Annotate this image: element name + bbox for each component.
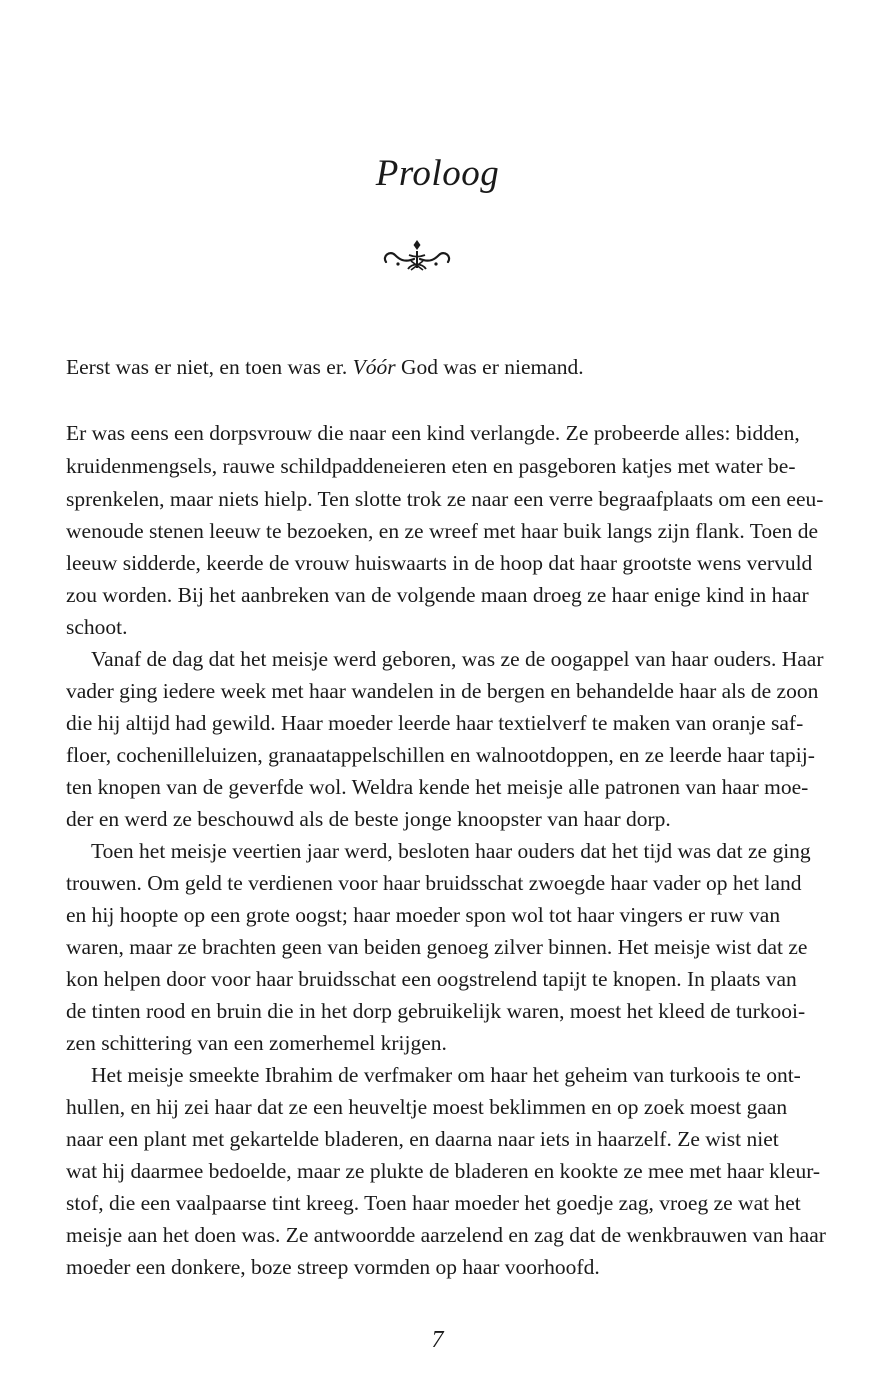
paragraph-line: Toen het meisje veertien jaar werd, besloten haar ouders dat het tijd was dat ze ging (91, 839, 811, 863)
paragraph-line: naar een plant met gekartelde bladeren, en daarna naar iets in haarzelf. Ze wist niet (66, 1127, 779, 1151)
paragraph-line: moeder een donkere, boze streep vormden op haar voorhoofd. (66, 1255, 600, 1279)
paragraph-line: Het meisje smeekte Ibrahim de verfmaker om haar het geheim van turkoois te ont- (91, 1063, 801, 1087)
paragraph-line: meisje aan het doen was. Ze antwoordde aarzelend en zag dat de wenkbrauwen van haar (66, 1223, 826, 1247)
paragraph-line: wenoude stenen leeuw te bezoeken, en ze wreef met haar buik langs zijn flank. Toen de (66, 519, 819, 543)
paragraph-line: stof, die een vaalpaarse tint kreeg. Toen haar moeder het goedje zag, vroeg ze wat het (66, 1191, 801, 1215)
paragraph-line: wat hij daarmee bedoelde, maar ze plukte de bladeren en kookte ze mee met haar kleur- (66, 1159, 821, 1183)
chapter-title: Proloog (375, 153, 500, 194)
paragraph-line: kruidenmengsels, rauwe schildpaddeneieren eten en pasgeboren katjes met water be- (66, 454, 796, 478)
paragraph-line: waren, maar ze brachten geen van beiden genoeg zilver binnen. Het meisje wist dat ze (66, 935, 808, 959)
paragraph-line: en hij hoopte op een grote oogst; haar moeder spon wol tot haar vingers er ruw van (66, 903, 781, 927)
paragraph-line: floer, cochenilleluizen, granaatappelschillen en walnootdoppen, en ze leerde haar tapij- (66, 743, 815, 767)
paragraph-line: sprenkelen, maar niets hielp. Ten slotte trok ze naar een verre begraafplaats om een eeu- (66, 487, 824, 511)
paragraph-line: der en werd ze beschouwd als de beste jonge knoopster van haar dorp. (66, 807, 671, 831)
paragraph-line: kon helpen door voor haar bruidsschat een oogstrelend tapijt te knopen. In plaats van (66, 967, 797, 991)
paragraph-line: schoot. (66, 615, 128, 639)
intro-line: Eerst was er niet, en toen was er. Vóór God was er niemand. (66, 355, 584, 379)
paragraph-line: trouwen. Om geld te verdienen voor haar bruidsschat zwoegde haar vader op het land (66, 871, 802, 895)
page-number: 7 (431, 1327, 444, 1353)
paragraph-line: de tinten rood en bruin die in het dorp gebruikelijk waren, moest het kleed de turkooi- (66, 999, 806, 1023)
paragraph-line: hullen, en hij zei haar dat ze een heuveltje moest beklimmen en op zoek moest gaan (66, 1095, 788, 1119)
paragraph-line: Vanaf de dag dat het meisje werd geboren, was ze de oogappel van haar ouders. Haar (91, 647, 824, 671)
paragraph-line: ten knopen van de geverfde wol. Weldra kende het meisje alle patronen van haar moe- (66, 775, 809, 799)
paragraph-line: leeuw sidderde, keerde de vrouw huiswaarts in de hoop dat haar grootste wens vervuld (66, 551, 813, 575)
paragraph-line: vader ging iedere week met haar wandelen in de bergen en behandelde haar als de zoon (66, 679, 819, 703)
fleuron-ornament-icon (378, 236, 456, 276)
paragraph-line: zen schittering van een zomerhemel krijgen. (66, 1031, 447, 1055)
paragraph-line: zou worden. Bij het aanbreken van de volgende maan droeg ze haar enige kind in haar (66, 583, 809, 607)
paragraph-line: die hij altijd had gewild. Haar moeder leerde haar textielverf te maken van oranje saf- (66, 711, 804, 735)
paragraph-line: Er was eens een dorpsvrouw die naar een kind verlangde. Ze probeerde alles: bidden, (66, 421, 800, 445)
